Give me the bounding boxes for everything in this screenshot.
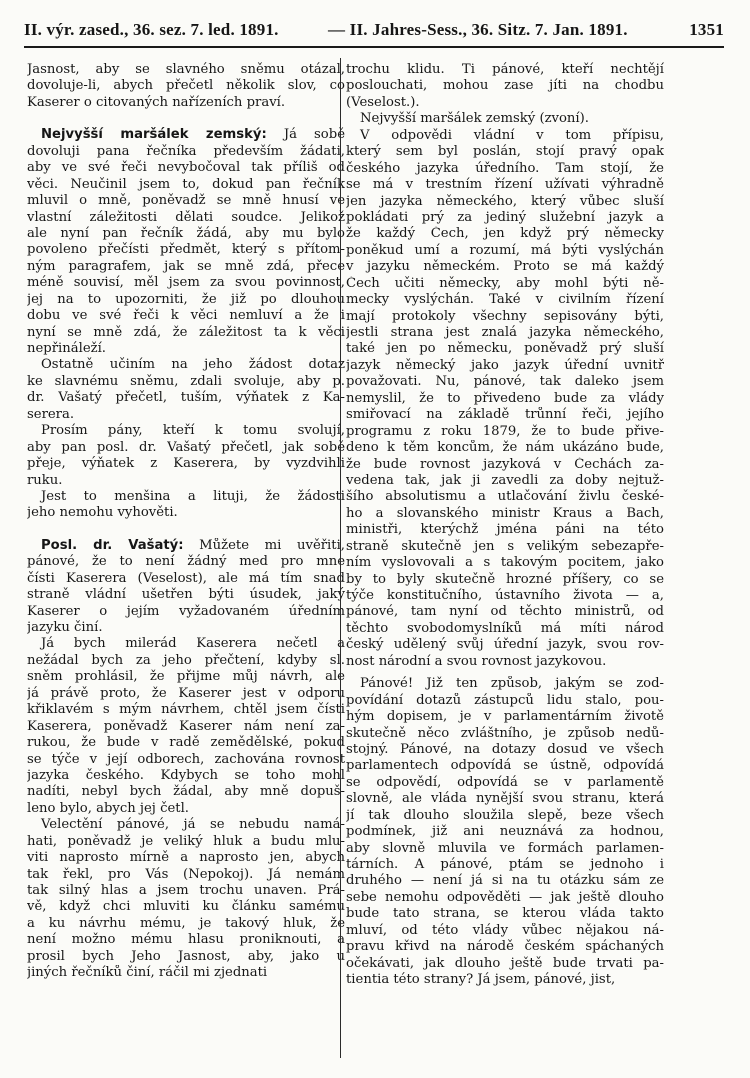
text-line: ministři, kterýchž jména páni na této (346, 522, 664, 538)
right-column (346, 62, 664, 989)
text-line: jestli strana jest znalá jazyka německého, (346, 325, 664, 340)
paragraph (27, 489, 345, 522)
text-line: skutečně něco zvláštního, je způsob nedů- (346, 725, 664, 741)
text-line: Kaserera, poněvadž Kaserer nám není za- (27, 718, 345, 734)
text-line: Čech učiti německy, aby mohl býti ně- (346, 275, 664, 291)
text-line: tientia této strany? Já jsem, pánové, jist, (346, 972, 616, 988)
text-line: se odpovědí, odpovídá se v parlamentě (346, 774, 664, 790)
text-line: nadíti, nebyl bych žádal, aby mně dopuš- (27, 784, 345, 800)
text-line (27, 127, 345, 143)
text-line: mluví, od této vlády vůbec nějakou ná- (346, 922, 664, 938)
text-line: není možno mému hlasu proniknouti, a (27, 932, 345, 948)
text-line: jeho nemohu vyhověti. (27, 505, 178, 521)
text-line: smiřovací na základě trůnní řeči, jejího (346, 407, 664, 423)
text-line: viti naprosto mírně a naprosto jen, abych (27, 850, 345, 866)
text-line: pravu křivd na národě českém spáchaných (346, 939, 664, 955)
text-line: leno bylo, abych jej četl. (27, 800, 189, 816)
text-line: Prosím pány, kteří k tomu svolují, (41, 423, 345, 439)
text-line: stojný. Pánové, na dotazy dosud ve všech (346, 741, 664, 757)
paragraph (346, 62, 664, 111)
text-line: jen jazyka německého, který vůbec sluší (346, 193, 664, 209)
text-line: nost národní a svou rovnost jazykovou. (346, 653, 607, 669)
text-line: dovoluji pana řečníka především žádati, (27, 143, 345, 159)
text-line: ale nyní pan řečník žádá, aby mu bylo (27, 225, 345, 241)
text-line: že každý Čech, jen když prý německy (346, 226, 664, 242)
text-line: druhého — není já si na tu otázku sám ze (346, 873, 664, 889)
paragraph (27, 817, 345, 981)
text-line: se má v trestním řízení užívati výhradně (346, 177, 664, 193)
text-line: mecky vyslýchán. Také v civilním řízení (346, 292, 664, 308)
text-line: straně vládní ušetřen býti úsudek, jaký (27, 587, 345, 603)
text-line: dobu ve své řeči k věci nemluví a že i (27, 308, 345, 324)
paragraph (346, 676, 664, 988)
paragraph (27, 636, 345, 817)
text-line: jiných řečníků činí, ráčil mi zjednati (27, 965, 268, 981)
text-line: dr. Vašatý přečetl, tuším, výňatek z Ka- (27, 390, 345, 406)
speech-text: Můžete mi uvěřiti, (183, 537, 345, 553)
column-divider (340, 58, 341, 1058)
text-line: Jasnost, aby se slavného sněmu otázal, (27, 62, 345, 77)
text-line: deno k těm koncům, že nám ukázáno bude, (346, 440, 664, 456)
paragraph (346, 111, 664, 127)
text-line: ke slavnému sněmu, zdali svoluje, aby p. (27, 373, 345, 389)
text-line: ruku. (27, 472, 63, 488)
paragraph (27, 127, 345, 357)
text-line: ním vyslovovali a s takovým pocitem, jako (346, 555, 664, 571)
text-line: jazyka českého. Kdybych se toho mohl (27, 767, 345, 783)
running-header (24, 20, 724, 46)
text-line: dovoluje-li, abych přečetl několik slov, co (27, 78, 345, 94)
text-line: by to byly skutečně hrozné příšery, co se (346, 571, 664, 587)
paragraph (27, 423, 345, 489)
text-line: parlamentech odpovídá se ústně, odpovídá (346, 758, 664, 774)
text-line: těchto svobodomyslníků má míti národ (346, 620, 664, 636)
paragraph (27, 538, 345, 637)
text-line: nemyslil, že to přivedeno bude za vlády (346, 390, 664, 406)
text-line: přeje, výňatek z Kaserera, by vyzdvihli (27, 456, 345, 472)
speaker-name: Posl. dr. Vašatý: (41, 537, 184, 553)
text-line: Pánové! Již ten způsob, jakým se zod- (360, 676, 664, 692)
text-line: mluvil o mně, poněvadž se mně hnusí ve (27, 193, 345, 209)
left-column (27, 62, 345, 982)
text-line: v jazyku německém. Proto se má každý (346, 259, 664, 275)
text-line: se týče v její odborech, zachována rovnost (27, 751, 345, 767)
text-line: nyní se mně zdá, že záležitost ta k věci (27, 324, 345, 340)
text-line: vedena tak, jak ji zavedli za doby nejtuž- (346, 472, 664, 488)
text-line: který sem byl poslán, stojí pravý opak (346, 144, 664, 160)
text-line: nežádal bych za jeho přečtení, kdyby sl. (27, 652, 345, 668)
text-line: jej na to upozorniti, že již po dlouhou (27, 291, 345, 307)
text-line: pánové, že to není žádný med pro mne (27, 554, 345, 570)
text-line: aby ve své řeči nevybočoval tak příliš od (27, 160, 345, 176)
text-line: pánové, tam nyní od těchto ministrů, od (346, 604, 664, 620)
text-line: věci. Neučinil jsem to, dokud pan řečník (27, 176, 345, 192)
text-line: očekávati, jak dlouho ještě bude trvati pa- (346, 955, 664, 971)
header-rule (24, 46, 724, 48)
text-line: hati, poněvadž je veliký hluk a budu mlu- (27, 833, 345, 849)
text-line: český udělený svůj úřední jazyk, svou rov- (346, 637, 664, 653)
text-line: Kaserer o jejím vyžadovaném úředním (27, 603, 345, 619)
text-line: Já bych milerád Kaserera nečetl a (41, 636, 345, 652)
text-line: prosil bych Jeho Jasnost, aby, jako u (27, 948, 345, 964)
text-line: jazyku činí. (27, 620, 103, 635)
text-line (27, 538, 345, 554)
text-line: slovně, ale vláda nynější svou stranu, která (346, 791, 664, 807)
text-line: ho a slovanského ministr Kraus a Bach, (346, 505, 664, 521)
text-line: považovati. Nu, pánové, tak daleko jsem (346, 374, 664, 390)
text-line: vlastní záležitosti dělati soudce. Jelikož (27, 209, 345, 225)
text-line: tak silný hlas a jsem trochu unaven. Prá- (27, 883, 345, 898)
text-line: týče konstitučního, ústavního života — a, (346, 588, 664, 603)
page-number: 1351 (689, 20, 724, 39)
text-line: rukou, že bude v radě zemědělské, pokud (27, 735, 345, 751)
text-line: jazyk německý jako jazyk úřední uvnitř (346, 357, 664, 373)
paragraph-gap (27, 111, 345, 127)
text-line: čísti Kaserera (Veselost), ale má tím snad (27, 570, 345, 586)
paragraph (346, 128, 664, 670)
text-line: podmínek, již ani neuznává za hodnou, (346, 824, 664, 840)
text-line: pokládati prý za jediný služební jazyk a (346, 209, 664, 225)
header-german-session: — II. Jahres-Sess., 36. Sitz. 7. Jan. 1891. (328, 20, 628, 39)
text-line: také jen po německu, poněvadž prý sluší (346, 341, 664, 357)
text-line: (Veselost.). (346, 94, 420, 110)
text-line: mají protokoly všechny sepisovány býti, (346, 308, 664, 324)
text-line: Nejvyšší maršálek zemský (zvoní). (360, 111, 589, 127)
text-line: povídání dotazů zástupců lidu stalo, pou- (346, 692, 664, 708)
text-line: méně souvisí, měl jsem za svou povinnost, (27, 275, 345, 291)
text-line: tak řekl, pro Vás (Nepokoj). Já nemám (27, 866, 345, 882)
text-line: vě, když chci mluviti ku článku samému (27, 899, 345, 915)
header-czech-session: II. výr. zased., 36. sez. 7. led. 1891. (24, 20, 279, 39)
text-line: povoleno přečísti předmět, který s přítom- (27, 242, 345, 258)
text-line: já právě proto, že Kaserer jest v odporu (27, 685, 345, 701)
text-line: šího absolutismu a utlačování živlu české- (346, 489, 664, 505)
text-line: Ostatně učiním na jeho žádost dotaz (41, 357, 345, 373)
text-line: poněkud umí a rozumí, má býti vyslýchán (346, 242, 664, 258)
text-line: aby pan posl. dr. Vašatý přečetl, jak sobě (27, 439, 345, 455)
text-line: českého jazyka úředního. Tam stojí, že (346, 160, 664, 176)
text-line: jí tak dlouho sloužila slepě, beze všech (346, 807, 664, 823)
text-line: aby slovně mluvila ve formách parlamen- (346, 840, 664, 856)
text-line: nepřináleží. (27, 341, 106, 356)
text-line: trochu klidu. Ti pánové, kteří nechtějí (346, 62, 664, 77)
text-line: že bude rovnost jazyková v Čechách za- (346, 456, 664, 472)
text-line: ným paragrafem, jak se mně zdá, přece (27, 258, 345, 274)
speaker-name: Nejvyšší maršálek zemský: (41, 127, 267, 143)
text-line: poslouchati, mohou zase jíti na chodbu (346, 78, 664, 94)
text-line: straně skutečně jen s velikým sebezapře- (346, 538, 664, 554)
paragraph-gap (27, 522, 345, 538)
text-line: Jest to menšina a lituji, že žádosti (41, 488, 345, 504)
text-line: V odpovědi vládní v tom přípisu, (360, 127, 664, 143)
text-line: Velectění pánové, já se nebudu namá- (41, 817, 345, 833)
text-line: křiklavém s mým návrhem, chtěl jsem čísti (27, 702, 345, 718)
text-line: sebe nemohu odpověděti — jak ještě dlouho (346, 889, 664, 905)
text-line: tárních. A pánové, ptám se jednoho i (346, 857, 664, 872)
text-line: serera. (27, 406, 75, 422)
paragraph (27, 357, 345, 423)
text-line: bude tato strana, se kterou vláda takto (346, 906, 664, 922)
text-line: a ku návrhu mému, je takový hluk, že (27, 915, 345, 931)
speech-text: Já sobě (266, 127, 345, 143)
text-line: hým dopisem, je v parlamentárním životě (346, 709, 664, 725)
text-line: programu z roku 1879, že to bude přive- (346, 423, 664, 439)
text-line: Kaserer o citovaných nařízeních praví. (27, 94, 286, 110)
paragraph (27, 62, 345, 111)
text-line: sněm prohlásil, že přijme můj návrh, ale (27, 669, 345, 685)
